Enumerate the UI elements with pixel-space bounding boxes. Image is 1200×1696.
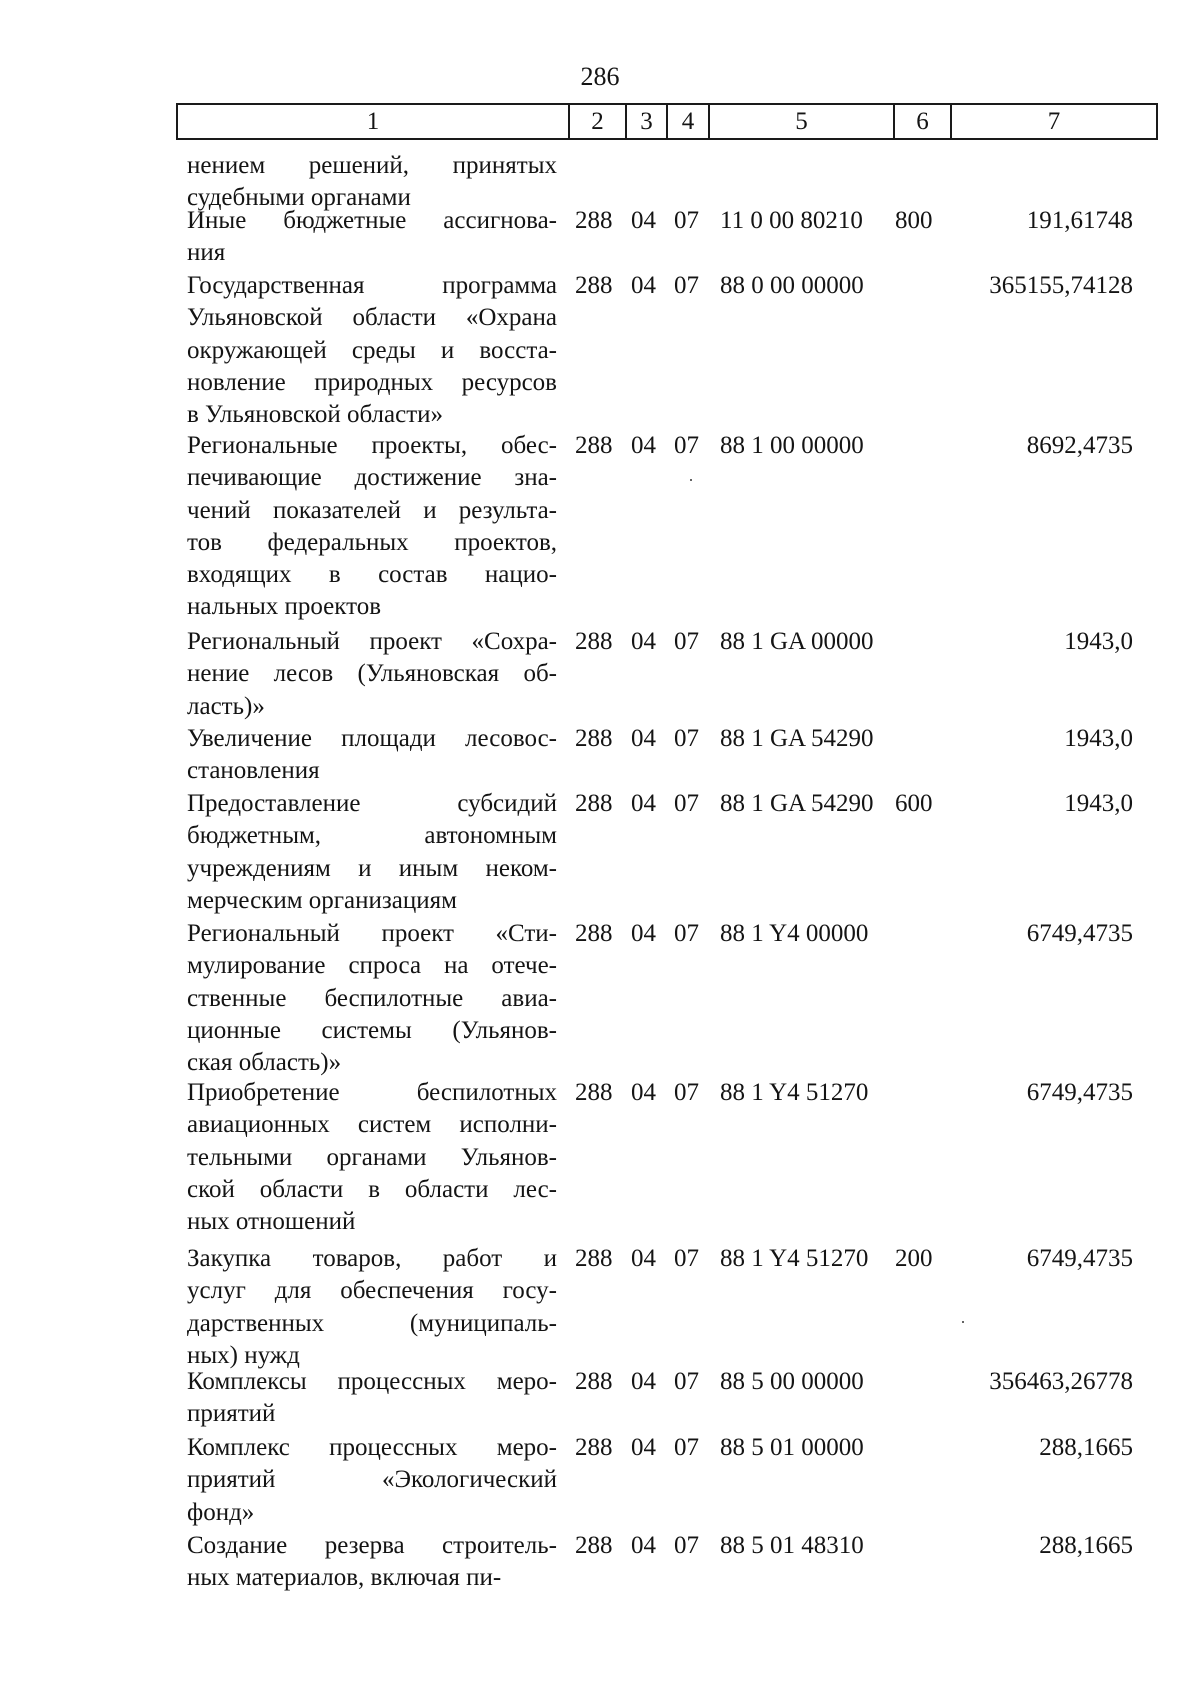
header-col-7: 7 [1047, 108, 1061, 135]
description-line: входящих в состав нацио- [187, 561, 557, 589]
cell-c2: 288 [575, 920, 613, 947]
cell-c5: 88 5 01 00000 [720, 1434, 864, 1461]
header-col-6: 6 [895, 105, 952, 138]
description-line: ласть)» [187, 692, 265, 720]
row-description [187, 1432, 557, 1529]
cell-c3: 04 [631, 1245, 656, 1272]
cell-c7: 1943,0 [1064, 628, 1133, 655]
description-line: Региональные проекты, обес- [187, 432, 557, 459]
cell-c2: 288 [575, 1434, 613, 1461]
description-line: Комплекс процессных меро- [187, 1434, 557, 1461]
cell-c3: 04 [631, 920, 656, 947]
row-description [187, 1243, 557, 1372]
cell-c2: 288 [575, 1368, 613, 1395]
description-line: дарственных (муниципаль- [187, 1309, 557, 1337]
scan-speck [690, 479, 692, 481]
cell-c7: 365155,74128 [989, 272, 1133, 299]
cell-c2: 288 [575, 790, 613, 817]
cell-c7: 1943,0 [1064, 790, 1133, 817]
description-line: Региональный проект «Сохра- [187, 628, 557, 655]
cell-c5: 88 5 01 48310 [720, 1532, 864, 1559]
cell-c7: 8692,4735 [1026, 432, 1133, 459]
cell-c6: 600 [895, 790, 933, 817]
cell-c4: 07 [674, 1368, 699, 1395]
cell-c5: 11 0 00 80210 [720, 207, 863, 234]
cell-c5: 88 1 Y4 51270 [720, 1079, 869, 1106]
description-line: новление природных ресурсов [187, 368, 557, 396]
description-line: Увеличение площади лесовос- [187, 725, 557, 752]
row-description [187, 626, 557, 723]
cell-c2: 288 [575, 628, 613, 655]
cell-c3: 04 [631, 1532, 656, 1559]
description-line: приятий «Экологический [187, 1466, 557, 1494]
cell-c4: 07 [674, 272, 699, 299]
row-description [187, 1366, 557, 1431]
cell-c3: 04 [631, 628, 656, 655]
cell-c7: 191,61748 [1026, 207, 1133, 234]
cell-c4: 07 [674, 1079, 699, 1106]
description-line: Региональный проект «Сти- [187, 920, 557, 947]
cell-c4: 07 [674, 920, 699, 947]
description-line: авиационных систем исполни- [187, 1111, 557, 1139]
table-header [176, 103, 1158, 140]
cell-c7: 288,1665 [1039, 1532, 1133, 1559]
description-line: учреждениям и иным неком- [187, 854, 557, 882]
page-number: 286 [580, 62, 620, 91]
cell-c3: 04 [631, 207, 656, 234]
cell-c7: 6749,4735 [1026, 1245, 1133, 1272]
description-line: нением решений, принятых [187, 152, 557, 179]
cell-c5: 88 1 GA 54290 [720, 790, 874, 817]
row-description [187, 1530, 557, 1595]
description-line: ния [187, 239, 226, 267]
cell-c4: 07 [674, 790, 699, 817]
cell-c3: 04 [631, 1079, 656, 1106]
cell-c2: 288 [575, 725, 613, 752]
cell-c7: 6749,4735 [1026, 920, 1133, 947]
description-line: ственные беспилотные авиа- [187, 984, 557, 1012]
cell-c2: 288 [575, 1079, 613, 1106]
description-line: окружающей среды и восста- [187, 336, 557, 364]
description-line: мерческим организациям [187, 886, 457, 914]
header-col-3: 3 [627, 105, 668, 138]
description-line: судебными органами [187, 184, 411, 212]
description-line: ных) нужд [187, 1341, 300, 1369]
row-description [187, 918, 557, 1079]
cell-c3: 04 [631, 725, 656, 752]
cell-c4: 07 [674, 725, 699, 752]
description-line: Приобретение беспилотных [187, 1079, 557, 1106]
cell-c3: 04 [631, 272, 656, 299]
cell-c2: 288 [575, 1245, 613, 1272]
cell-c4: 07 [674, 432, 699, 459]
row-description [187, 205, 557, 270]
cell-c7: 6749,4735 [1026, 1079, 1133, 1106]
cell-c2: 288 [575, 1532, 613, 1559]
cell-c5: 88 0 00 00000 [720, 272, 864, 299]
row-description [187, 723, 557, 788]
row-description [187, 1077, 557, 1238]
description-line: тов федеральных проектов, [187, 528, 557, 556]
description-line: чений показателей и результа- [187, 496, 557, 524]
cell-c2: 288 [575, 432, 613, 459]
cell-c5: 88 1 GA 00000 [720, 628, 874, 655]
cell-c7: 1943,0 [1064, 725, 1133, 752]
description-line: становления [187, 757, 320, 785]
header-col-5: 5 [710, 105, 895, 138]
description-line: нение лесов (Ульяновская об- [187, 660, 557, 688]
description-line: приятий [187, 1400, 276, 1428]
description-line: тельными органами Ульянов- [187, 1143, 557, 1171]
header-col-2: 2 [570, 105, 627, 138]
cell-c5: 88 1 00 00000 [720, 432, 864, 459]
description-line: Комплексы процессных меро- [187, 1368, 557, 1395]
cell-c4: 07 [674, 1434, 699, 1461]
row-description [187, 270, 557, 431]
description-line: нальных проектов [187, 593, 381, 621]
cell-c5: 88 1 Y4 51270 [720, 1245, 869, 1272]
description-line: Закупка товаров, работ и [187, 1245, 557, 1272]
description-line: ской области в области лес- [187, 1175, 557, 1203]
cell-c6: 200 [895, 1245, 933, 1272]
description-line: фонд» [187, 1498, 255, 1526]
description-line: ская область)» [187, 1049, 342, 1077]
cell-c3: 04 [631, 1368, 656, 1395]
cell-c4: 07 [674, 1532, 699, 1559]
description-line: Иные бюджетные ассигнова- [187, 207, 557, 234]
row-description [187, 430, 557, 624]
cell-c5: 88 5 00 00000 [720, 1368, 864, 1395]
description-line: мулирование спроса на отече- [187, 952, 557, 980]
cell-c5: 88 1 Y4 00000 [720, 920, 869, 947]
description-line: Создание резерва строитель- [187, 1532, 557, 1559]
description-line: ных материалов, включая пи- [187, 1564, 502, 1592]
description-line: Ульяновской области «Охрана [187, 304, 557, 332]
description-line: Предоставление субсидий [187, 790, 557, 817]
description-line: печивающие достижение зна- [187, 464, 557, 492]
cell-c6: 800 [895, 207, 933, 234]
header-col-1: 1 [178, 105, 570, 138]
cell-c7: 356463,26778 [989, 1368, 1133, 1395]
cell-c3: 04 [631, 790, 656, 817]
description-line: услуг для обеспечения госу- [187, 1277, 557, 1305]
cell-c2: 288 [575, 272, 613, 299]
cell-c3: 04 [631, 432, 656, 459]
description-line: ных отношений [187, 1208, 356, 1236]
description-line: бюджетным, автономным [187, 822, 557, 850]
cell-c4: 07 [674, 1245, 699, 1272]
description-line: в Ульяновской области» [187, 401, 444, 429]
cell-c4: 07 [674, 628, 699, 655]
row-description [187, 788, 557, 917]
description-line: ционные системы (Ульянов- [187, 1016, 557, 1044]
cell-c4: 07 [674, 207, 699, 234]
header-col-4: 4 [668, 105, 710, 138]
cell-c5: 88 1 GA 54290 [720, 725, 874, 752]
description-line: Государственная программа [187, 272, 557, 299]
cell-c7: 288,1665 [1039, 1434, 1133, 1461]
cell-c3: 04 [631, 1434, 656, 1461]
scan-speck [962, 1321, 964, 1323]
cell-c2: 288 [575, 207, 613, 234]
